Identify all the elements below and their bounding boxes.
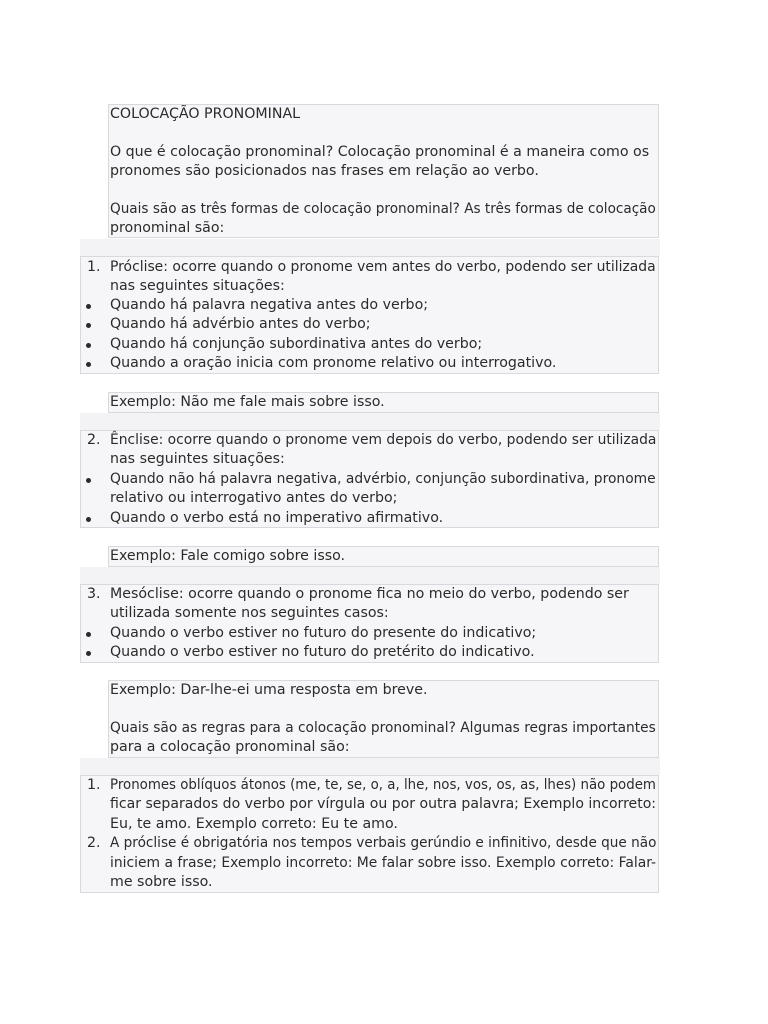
proclise-example: Exemplo: Não me fale mais sobre isso. — [110, 394, 385, 410]
divider-stripe — [80, 567, 660, 584]
enclise-definition-line-1: Ênclise: ocorre quando o pronome vem depois do verbo, podendo ser utilizada — [110, 432, 657, 448]
intro-question-2-line-2: pronominal são: — [110, 220, 225, 236]
bullet-dot — [86, 304, 91, 309]
intro-question-1-line-1: O que é colocação pronominal? Colocação pronominal é a maneira como os — [110, 144, 650, 160]
mesoclise-bullet-1: Quando o verbo estiver no futuro do presente do indicativo; — [110, 625, 537, 641]
proclise-bullet-2: Quando há advérbio antes do verbo; — [110, 316, 371, 332]
rule-1-line-2: ficar separados do verbo por vírgula ou por outra palavra; Exemplo incorreto: — [110, 796, 657, 812]
rule-number-1: 1. — [87, 777, 101, 793]
divider-stripe — [80, 239, 660, 256]
rule-1-line-3: Eu, te amo. Exemplo correto: Eu te amo. — [110, 816, 398, 832]
divider-stripe — [80, 413, 660, 430]
rule-2-line-1: A próclise é obrigatória nos tempos verbais gerúndio e infinitivo, desde que não — [110, 835, 657, 851]
rule-1-line-1: Pronomes oblíquos átonos (me, te, se, o, a, lhe, nos, vos, os, as, lhes) não podem — [110, 777, 656, 793]
proclise-bullet-4: Quando a oração inicia com pronome relativo ou interrogativo. — [110, 355, 557, 371]
proclise-bullet-3: Quando há conjunção subordinativa antes do verbo; — [110, 336, 483, 352]
enclise-definition-line-2: nas seguintes situações: — [110, 451, 285, 467]
intro-question-1-line-2: pronomes são posicionados nas frases em relação ao verbo. — [110, 163, 539, 179]
mesoclise-definition-line-2: utilizada somente nos seguintes casos: — [110, 605, 389, 621]
rules-question-line-2: para a colocação pronominal são: — [110, 739, 350, 755]
bullet-dot — [86, 517, 91, 522]
rules-question-line-1: Quais são as regras para a colocação pronominal? Algumas regras importantes — [110, 720, 656, 736]
proclise-definition-line-2: nas seguintes situações: — [110, 278, 285, 294]
bullet-dot — [86, 362, 91, 367]
rule-2-line-2: iniciem a frase; Exemplo incorreto: Me falar sobre isso. Exemplo correto: Falar- — [110, 855, 657, 871]
enclise-bullet-1-line-1: Quando não há palavra negativa, advérbio, conjunção subordinativa, pronome — [110, 471, 656, 487]
list-number-1: 1. — [87, 259, 101, 275]
proclise-bullet-1: Quando há palavra negativa antes do verbo; — [110, 297, 429, 313]
rule-number-2: 2. — [87, 835, 101, 851]
bullet-dot — [86, 651, 91, 656]
list-number-3: 3. — [87, 586, 101, 602]
intro-question-2-line-1: Quais são as três formas de colocação pronominal? As três formas de colocação — [110, 201, 656, 217]
mesoclise-definition-line-1: Mesóclise: ocorre quando o pronome fica no meio do verbo, podendo ser — [110, 586, 629, 602]
divider-stripe — [80, 758, 660, 775]
bullet-dot — [86, 323, 91, 328]
rule-2-line-3: me sobre isso. — [110, 874, 213, 890]
page-title: COLOCAÇÃO PRONOMINAL — [110, 106, 301, 122]
mesoclise-example: Exemplo: Dar-lhe-ei uma resposta em breve. — [110, 682, 428, 698]
bullet-dot — [86, 632, 91, 637]
enclise-bullet-1-line-2: relativo ou interrogativo antes do verbo; — [110, 490, 398, 506]
enclise-bullet-2: Quando o verbo está no imperativo afirmativo. — [110, 510, 444, 526]
mesoclise-bullet-2: Quando o verbo estiver no futuro do pretérito do indicativo. — [110, 644, 535, 660]
enclise-example: Exemplo: Fale comigo sobre isso. — [110, 548, 346, 564]
proclise-definition-line-1: Próclise: ocorre quando o pronome vem antes do verbo, podendo ser utilizada — [110, 259, 656, 275]
list-number-2: 2. — [87, 432, 101, 448]
bullet-dot — [86, 478, 91, 483]
bullet-dot — [86, 343, 91, 348]
